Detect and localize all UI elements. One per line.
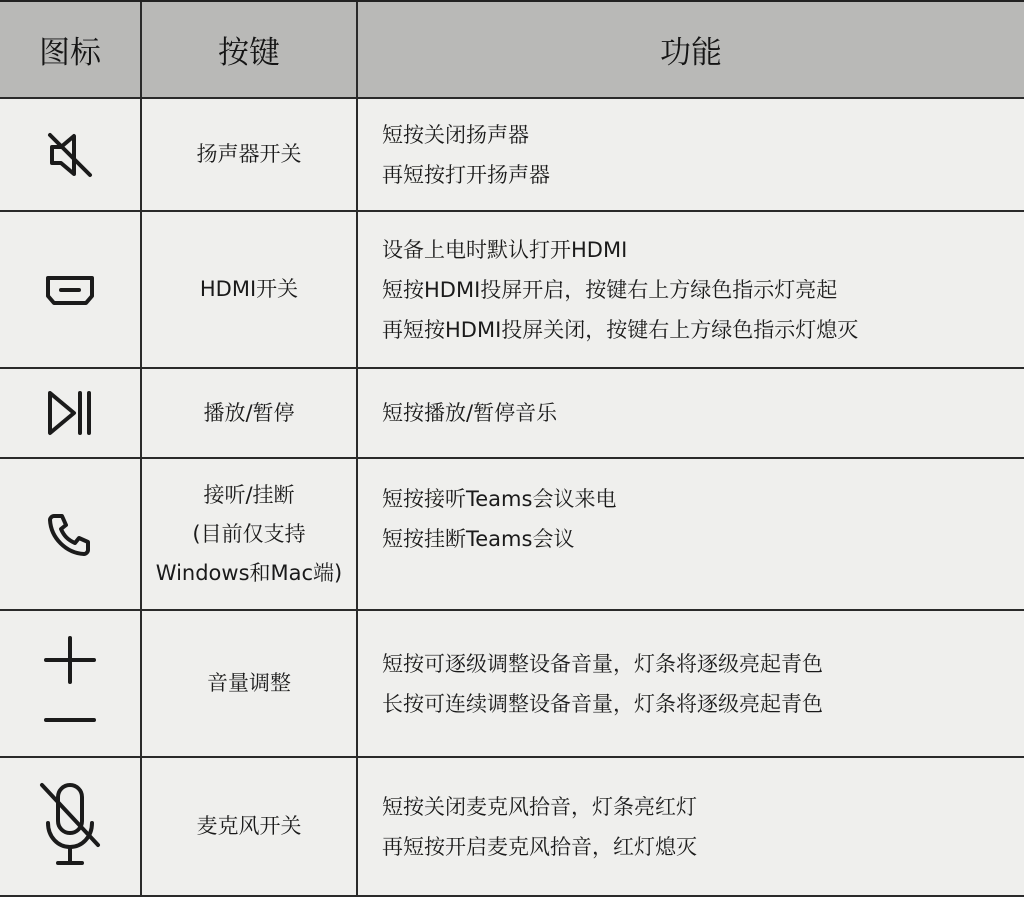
function-line: 长按可连续调整设备音量，灯条将逐级亮起青色 (382, 691, 823, 716)
phone-icon (46, 510, 94, 558)
row-play-function (358, 369, 1024, 459)
row-phone-icon-cell (0, 459, 142, 611)
function-line: 短按播放/暂停音乐 (382, 401, 558, 425)
row-volume-key (142, 611, 358, 758)
key-label: 音量调整 (207, 671, 291, 695)
key-label: 接听/挂断 (203, 482, 295, 507)
header-function (358, 2, 1024, 99)
key-label: 麦克风开关 (196, 814, 302, 838)
key-label: HDMI开关 (199, 277, 299, 301)
row-mic-icon-cell (0, 758, 142, 897)
function-line: 短按挂断Teams会议 (382, 527, 575, 551)
row-mic-key (142, 758, 358, 897)
row-hdmi-function (358, 212, 1024, 369)
row-mic-function (358, 758, 1024, 897)
row-hdmi-key (142, 212, 358, 369)
header-key (142, 2, 358, 99)
function-line: 短按关闭麦克风拾音，灯条亮红灯 (382, 794, 697, 819)
row-volume-function (358, 611, 1024, 758)
header-key-label: 按键 (218, 35, 280, 71)
row-speaker-key (142, 99, 358, 212)
volume-plus-minus-icon (42, 634, 98, 734)
row-speaker-icon-cell (0, 99, 142, 212)
key-label: Windows和Mac端) (155, 560, 343, 585)
function-line: 设备上电时默认打开HDMI (382, 237, 628, 262)
microphone-mute-icon (38, 779, 102, 875)
function-line: 短按关闭扬声器 (382, 122, 529, 147)
row-play-key (142, 369, 358, 459)
function-line: 短按HDMI投屏开启，按键右上方绿色指示灯亮起 (382, 277, 838, 302)
row-speaker-function (358, 99, 1024, 212)
key-label: (目前仅支持 (192, 521, 306, 546)
row-volume-icon-cell (0, 611, 142, 758)
function-line: 短按可逐级调整设备音量，灯条将逐级亮起青色 (382, 651, 823, 676)
function-line: 再短按HDMI投屏关闭，按键右上方绿色指示灯熄灭 (382, 317, 859, 342)
row-phone-function (358, 459, 1024, 611)
speaker-mute-icon (44, 129, 96, 181)
row-hdmi-icon-cell (0, 212, 142, 369)
key-label: 播放/暂停 (203, 400, 295, 425)
hdmi-icon (42, 270, 98, 310)
header-function-label: 功能 (660, 35, 722, 71)
row-play-icon-cell (0, 369, 142, 459)
function-line: 短按接听Teams会议来电 (382, 487, 617, 511)
header-icon (0, 2, 142, 99)
key-label: 扬声器开关 (196, 142, 302, 166)
play-pause-icon (44, 387, 96, 439)
function-line: 再短按打开扬声器 (382, 162, 550, 187)
header-icon-label: 图标 (39, 35, 101, 71)
function-line: 再短按开启麦克风拾音，红灯熄灭 (382, 834, 697, 859)
row-phone-key (142, 459, 358, 611)
